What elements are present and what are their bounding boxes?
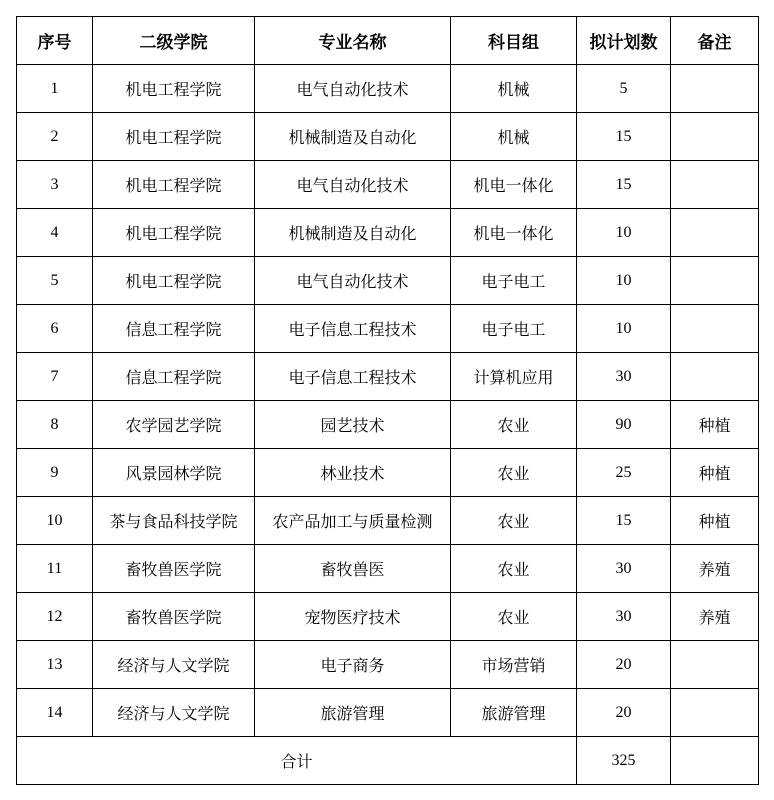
- cell-index: 11: [17, 545, 93, 593]
- cell-index: 8: [17, 401, 93, 449]
- cell-note: [671, 257, 759, 305]
- cell-note: [671, 689, 759, 737]
- cell-college: 茶与食品科技学院: [93, 497, 255, 545]
- cell-note: 种植: [671, 449, 759, 497]
- cell-college: 农学园艺学院: [93, 401, 255, 449]
- table-row: [17, 497, 759, 545]
- cell-subject-group: 机械: [451, 65, 577, 113]
- cell-major: 旅游管理: [255, 689, 451, 737]
- cell-college: 畜牧兽医学院: [93, 593, 255, 641]
- cell-college: 机电工程学院: [93, 257, 255, 305]
- header-subject-group: 科目组: [451, 17, 577, 65]
- cell-college: 风景园林学院: [93, 449, 255, 497]
- cell-college: 信息工程学院: [93, 305, 255, 353]
- header-college: 二级学院: [93, 17, 255, 65]
- cell-planned-count: 10: [577, 305, 671, 353]
- header-major: 专业名称: [255, 17, 451, 65]
- table-row: [17, 545, 759, 593]
- cell-index: 9: [17, 449, 93, 497]
- cell-college: 机电工程学院: [93, 161, 255, 209]
- cell-planned-count: 30: [577, 545, 671, 593]
- cell-subject-group: 机电一体化: [451, 209, 577, 257]
- cell-major: 畜牧兽医: [255, 545, 451, 593]
- table-row: [17, 353, 759, 401]
- table-row: [17, 209, 759, 257]
- cell-note: [671, 353, 759, 401]
- cell-note: 养殖: [671, 593, 759, 641]
- cell-planned-count: 30: [577, 593, 671, 641]
- table-row: [17, 401, 759, 449]
- cell-subject-group: 农业: [451, 593, 577, 641]
- cell-planned-count: 5: [577, 65, 671, 113]
- cell-planned-count: 90: [577, 401, 671, 449]
- cell-college: 经济与人文学院: [93, 641, 255, 689]
- total-note: [671, 737, 759, 785]
- cell-index: 10: [17, 497, 93, 545]
- total-label: 合计: [17, 737, 577, 785]
- cell-index: 13: [17, 641, 93, 689]
- cell-index: 6: [17, 305, 93, 353]
- table-row: [17, 593, 759, 641]
- cell-major: 电子信息工程技术: [255, 305, 451, 353]
- cell-subject-group: 市场营销: [451, 641, 577, 689]
- cell-index: 12: [17, 593, 93, 641]
- cell-note: [671, 113, 759, 161]
- cell-major: 园艺技术: [255, 401, 451, 449]
- cell-major: 电子信息工程技术: [255, 353, 451, 401]
- cell-subject-group: 电子电工: [451, 305, 577, 353]
- cell-major: 机械制造及自动化: [255, 113, 451, 161]
- table-row: [17, 641, 759, 689]
- cell-index: 3: [17, 161, 93, 209]
- cell-index: 5: [17, 257, 93, 305]
- table-row: [17, 113, 759, 161]
- table-row: [17, 161, 759, 209]
- cell-index: 7: [17, 353, 93, 401]
- cell-planned-count: 10: [577, 209, 671, 257]
- cell-major: 农产品加工与质量检测: [255, 497, 451, 545]
- cell-index: 14: [17, 689, 93, 737]
- cell-planned-count: 25: [577, 449, 671, 497]
- cell-college: 机电工程学院: [93, 113, 255, 161]
- cell-note: [671, 209, 759, 257]
- cell-index: 2: [17, 113, 93, 161]
- cell-subject-group: 机械: [451, 113, 577, 161]
- cell-major: 电气自动化技术: [255, 257, 451, 305]
- cell-planned-count: 20: [577, 641, 671, 689]
- cell-major: 林业技术: [255, 449, 451, 497]
- cell-planned-count: 15: [577, 497, 671, 545]
- table-row: [17, 257, 759, 305]
- cell-note: 养殖: [671, 545, 759, 593]
- cell-note: 种植: [671, 401, 759, 449]
- table-row: [17, 65, 759, 113]
- cell-note: [671, 641, 759, 689]
- cell-college: 畜牧兽医学院: [93, 545, 255, 593]
- header-note: 备注: [671, 17, 759, 65]
- header-row: [17, 17, 759, 65]
- cell-major: 机械制造及自动化: [255, 209, 451, 257]
- cell-subject-group: 农业: [451, 401, 577, 449]
- cell-college: 经济与人文学院: [93, 689, 255, 737]
- header-planned-count: 拟计划数: [577, 17, 671, 65]
- cell-note: [671, 305, 759, 353]
- total-row: [17, 737, 759, 785]
- cell-planned-count: 15: [577, 161, 671, 209]
- cell-index: 4: [17, 209, 93, 257]
- cell-major: 宠物医疗技术: [255, 593, 451, 641]
- cell-subject-group: 农业: [451, 545, 577, 593]
- cell-major: 电气自动化技术: [255, 161, 451, 209]
- cell-note: [671, 65, 759, 113]
- cell-subject-group: 机电一体化: [451, 161, 577, 209]
- cell-planned-count: 20: [577, 689, 671, 737]
- cell-subject-group: 农业: [451, 449, 577, 497]
- cell-subject-group: 农业: [451, 497, 577, 545]
- table-row: [17, 305, 759, 353]
- cell-index: 1: [17, 65, 93, 113]
- cell-major: 电子商务: [255, 641, 451, 689]
- cell-planned-count: 30: [577, 353, 671, 401]
- cell-major: 电气自动化技术: [255, 65, 451, 113]
- cell-subject-group: 电子电工: [451, 257, 577, 305]
- total-planned-count: 325: [577, 737, 671, 785]
- table-row: [17, 689, 759, 737]
- table-row: [17, 449, 759, 497]
- cell-subject-group: 旅游管理: [451, 689, 577, 737]
- cell-planned-count: 10: [577, 257, 671, 305]
- cell-college: 机电工程学院: [93, 209, 255, 257]
- cell-subject-group: 计算机应用: [451, 353, 577, 401]
- cell-note: 种植: [671, 497, 759, 545]
- header-index: 序号: [17, 17, 93, 65]
- cell-note: [671, 161, 759, 209]
- enrollment-plan-table: [16, 16, 759, 785]
- cell-college: 机电工程学院: [93, 65, 255, 113]
- cell-planned-count: 15: [577, 113, 671, 161]
- cell-college: 信息工程学院: [93, 353, 255, 401]
